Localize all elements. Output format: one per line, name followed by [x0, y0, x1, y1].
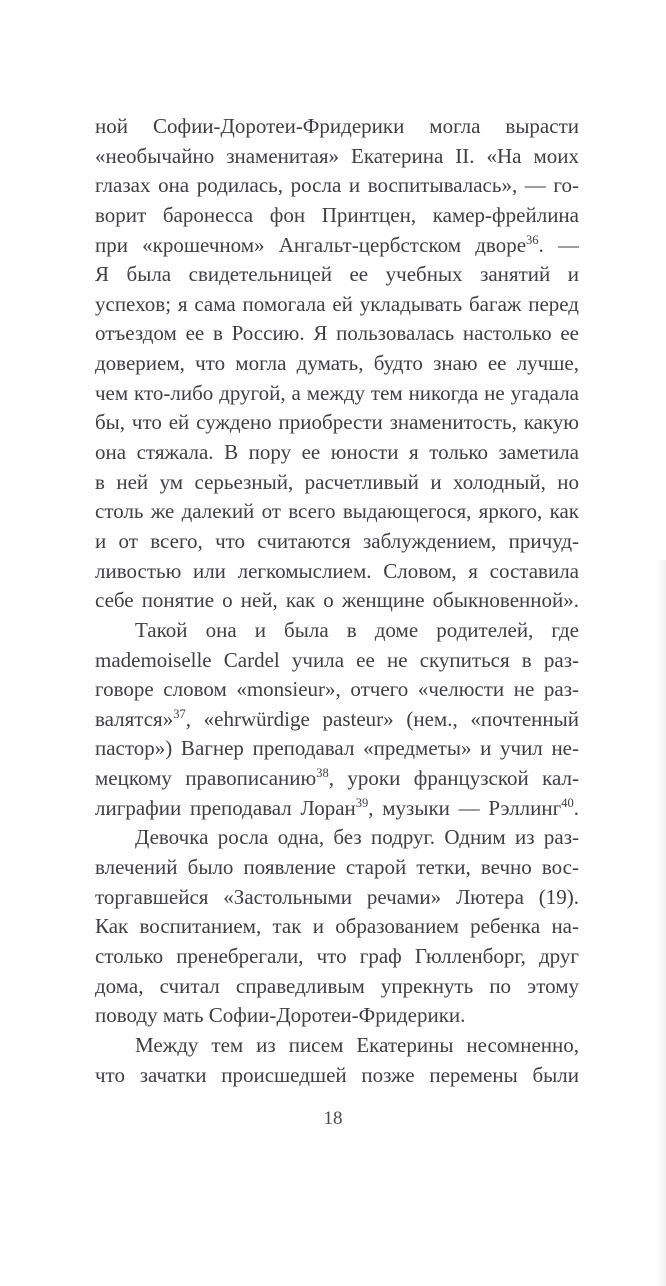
text-line: столько пренебрегали, что граф Гюлленборг, друг: [95, 943, 579, 968]
text-line: себе понятие о ней, как о женщине обыкновенной».: [95, 588, 579, 613]
text-line: доверием, что могла думать, будто знаю ее лучше,: [95, 351, 579, 376]
text-line: ворит баронесса фон Принтцен, камер-фрейлина: [95, 202, 579, 227]
text-line: при «крошечном» Ангальт-цербстском дворе$^{36}$. —: [95, 232, 579, 257]
text-line: поводу мать Софии-Доротеи-Фридерики.: [95, 1003, 466, 1028]
text-line: что зачатки происшедшей позже перемены были: [95, 1062, 579, 1087]
text-line: она стяжала. В пору ее юности я только заметила: [95, 440, 579, 465]
text-line: Такой она и была в доме родителей, где: [135, 617, 579, 642]
paragraph: [95, 823, 579, 1030]
footnote-ref: 38: [316, 766, 329, 781]
footnote-ref: 39: [355, 795, 369, 810]
text-line: ливостью или легкомыслием. Словом, я составила: [95, 558, 579, 583]
text-line: Я была свидетельницей ее учебных занятий и: [95, 262, 579, 287]
footnote-ref: 40: [561, 795, 574, 810]
footnote-ref: 36: [526, 232, 539, 247]
text-line: торгавшейся «Застольными речами» Лютера (19).: [95, 884, 579, 909]
text-line: пастор») Вагнер преподавал «предметы» и учил не-: [95, 736, 579, 761]
text-line: лиграфии преподавал Лоран$^{39}$, музыки — Рэллинг$^{40}$.: [95, 795, 579, 820]
text-line: и от всего, что считаются заблуждением, причуд-: [95, 528, 579, 553]
text-line: столь же далекий от всего выдающегося, яркого, как: [95, 499, 579, 524]
text-line: говоре словом «monsieur», отчего «челюсти не раз-: [95, 677, 579, 702]
text-line: Как воспитанием, так и образованием ребенка на-: [95, 914, 579, 939]
text-line: ной Софии-Доротеи-Фридерики могла вырасти: [95, 114, 579, 138]
text-line: бы, что ей суждено приобрести знаменитость, какую: [95, 410, 579, 435]
paragraph: [95, 1031, 579, 1090]
text-line: Девочка росла одна, без подруг. Одним из раз-: [135, 825, 579, 850]
paragraph: [95, 616, 579, 823]
paragraph: [95, 112, 579, 616]
text-line: отъездом ее в Россию. Я пользовалась настолько ее: [95, 321, 579, 346]
text-line: дома, считал справедливым упрекнуть по этому: [95, 973, 579, 998]
text-line: Между тем из писем Екатерины несомненно,: [135, 1032, 579, 1057]
text-line: чем кто-либо другой, а между тем никогда не угадала: [95, 380, 579, 405]
page-number: 18: [323, 1108, 343, 1129]
footnote-ref: 37: [173, 706, 186, 721]
text-line: глазах она родилась, росла и воспитывалась», — го-: [95, 173, 579, 198]
page-text: [95, 112, 579, 1090]
text-line: валятся»$^{37}$, «ehrwürdige pasteur» (нем., «почтенный: [95, 706, 579, 731]
text-line: «необычайно знаменитая» Екатерина II. «На моих: [95, 143, 579, 168]
text-line: mademoiselle Cardel учила ее не скупиться в раз-: [95, 647, 579, 672]
text-line: влечений было появление старой тетки, вечно вос-: [95, 855, 579, 880]
text-line: в ней ум серьезный, расчетливый и холодный, но: [95, 469, 579, 494]
page-edge-shadow: [656, 560, 666, 1286]
text-line: успехов; я сама помогала ей укладывать багаж перед: [95, 291, 579, 316]
text-line: мецкому правописанию$^{38}$, уроки французской кал-: [95, 766, 579, 791]
